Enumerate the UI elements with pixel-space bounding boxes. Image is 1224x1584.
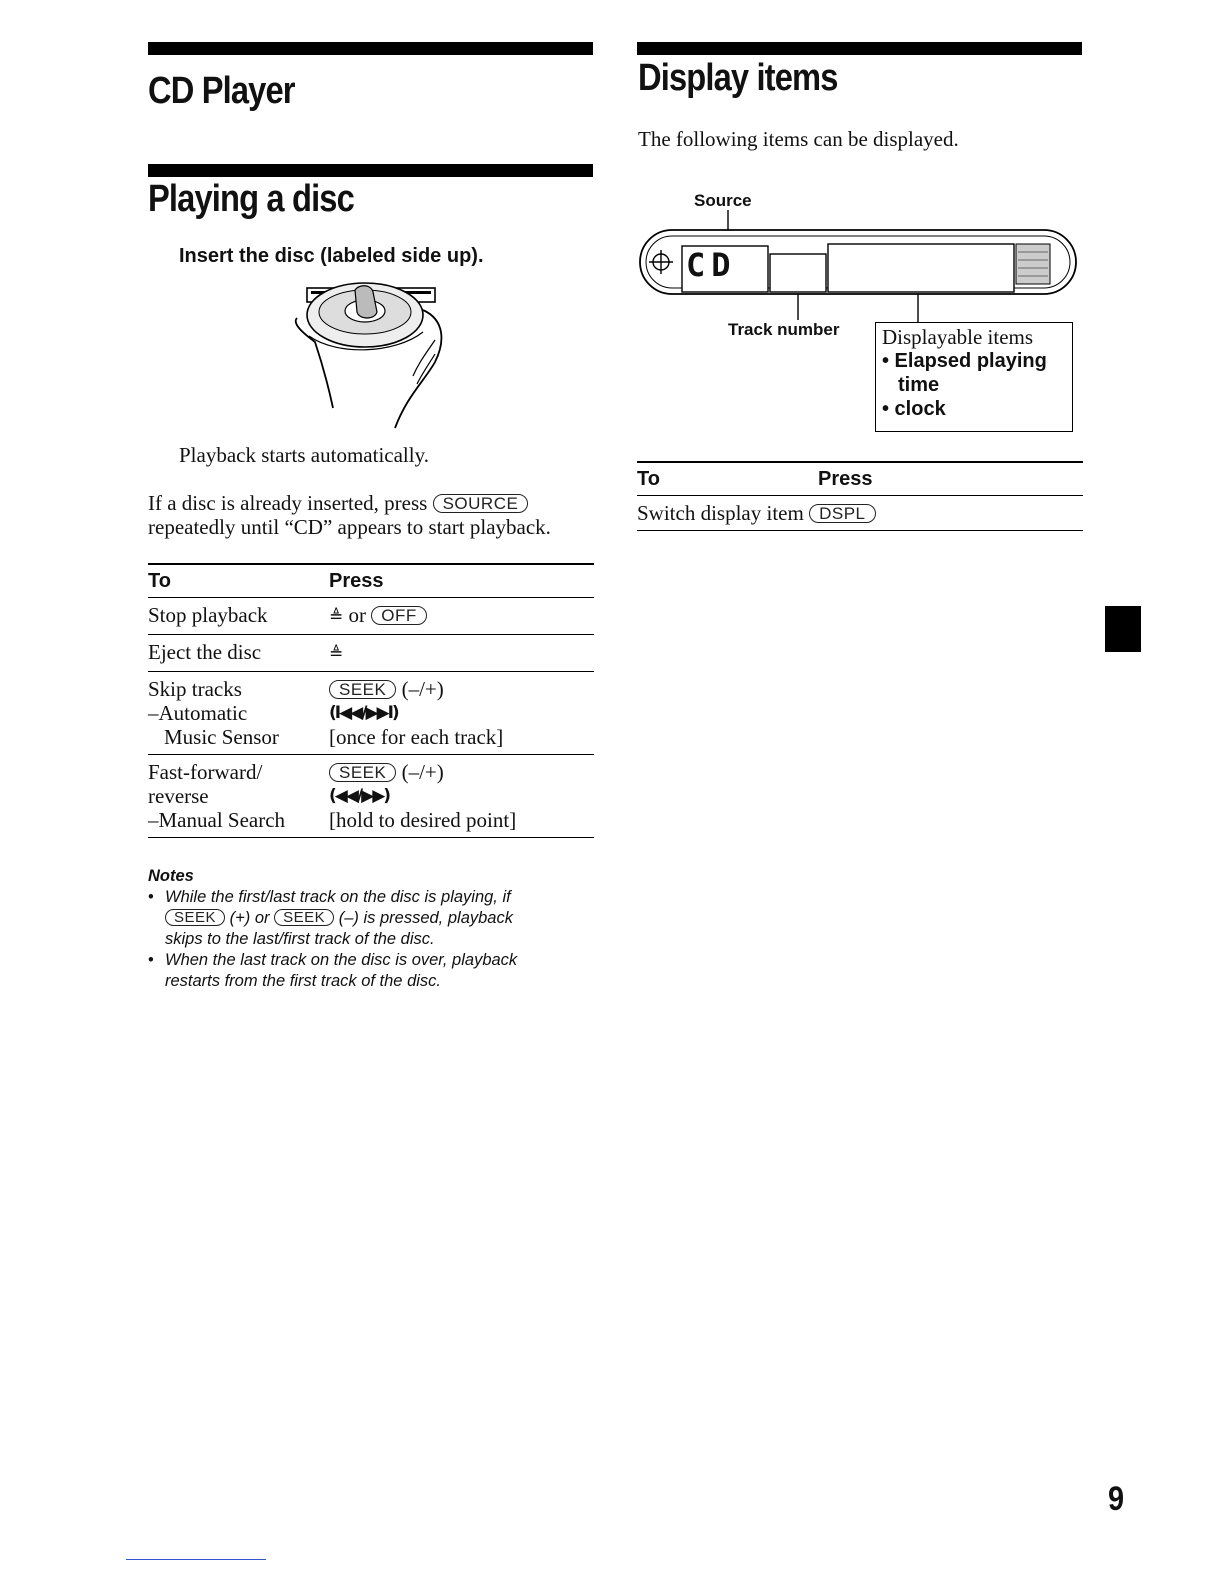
eject-icon: ≜ — [329, 607, 344, 627]
table-row-switch-display — [637, 496, 1083, 531]
section-title-playing: Playing a disc — [148, 178, 354, 220]
display-operations-table — [637, 461, 1083, 531]
seek-button[interactable]: SEEK — [329, 763, 396, 782]
row-press — [329, 635, 594, 672]
displayable-items-box — [875, 322, 1073, 432]
row-label-line: reverse — [148, 784, 209, 808]
off-button[interactable]: OFF — [371, 606, 427, 625]
row-label: Stop playback — [148, 598, 329, 635]
top-rule-left — [148, 42, 593, 55]
row-press — [329, 755, 594, 838]
dspl-button[interactable]: DSPL — [809, 504, 875, 523]
displayable-item: • clock — [882, 398, 946, 420]
displayable-item: • Elapsed playing — [882, 350, 1047, 372]
note-1-pre: While the first/last track on the disc is playing, if — [165, 888, 511, 906]
note-item: • When the last track on the disc is over, playback restarts from the first track of the disc. — [148, 950, 575, 992]
seek-direction: (–/+) — [401, 760, 444, 784]
or-text: or — [348, 603, 366, 627]
already-inserted-paragraph — [148, 491, 598, 539]
seek-button[interactable]: SEEK — [329, 680, 396, 699]
notes-block — [148, 866, 598, 992]
row-press — [329, 672, 594, 755]
section-thumb-tab — [1105, 606, 1141, 652]
table-header-row — [637, 462, 1083, 496]
column-header-to: To — [148, 564, 329, 598]
row-label-line: Skip tracks — [148, 677, 242, 701]
disc-insert-illustration — [285, 280, 455, 440]
table-row-skip-tracks — [148, 672, 594, 755]
skip-hint: [once for each track] — [329, 725, 504, 749]
footer-line — [126, 1559, 266, 1560]
note-1-mid2: (–) is pressed, playback — [338, 909, 513, 927]
top-rule-right — [637, 42, 1082, 55]
column-header-press: Press — [818, 462, 1083, 496]
section-rule-left — [148, 164, 593, 177]
display-intro-text: The following items can be displayed. — [638, 127, 959, 151]
row-label-line: Fast-forward/ — [148, 760, 263, 784]
row-label — [148, 755, 329, 838]
displayable-items-title: Displayable items — [882, 325, 1034, 349]
already-inserted-text-pre: If a disc is already inserted, press — [148, 491, 428, 515]
eject-icon: ≜ — [329, 644, 344, 664]
page-number: 9 — [1108, 1480, 1125, 1518]
row-label-line: –Manual Search — [148, 808, 286, 832]
skip-track-icons: (I◀◀/▶▶I) — [329, 703, 398, 723]
notes-title: Notes — [148, 867, 194, 885]
section-title-display-items: Display items — [638, 57, 838, 99]
table-row-eject-disc — [148, 635, 594, 672]
table-row-stop-playback — [148, 598, 594, 635]
seek-button[interactable]: SEEK — [165, 909, 225, 926]
source-label: Source — [694, 191, 752, 210]
source-button[interactable]: SOURCE — [433, 494, 529, 513]
track-number-label: Track number — [728, 320, 840, 339]
already-inserted-text-post: repeatedly until “CD” appears to start playback. — [148, 515, 551, 539]
search-hint: [hold to desired point] — [329, 808, 517, 832]
note-item — [148, 887, 598, 950]
seek-button[interactable]: SEEK — [274, 909, 334, 926]
column-header-to: To — [637, 462, 818, 496]
row-label — [148, 672, 329, 755]
playback-operations-table — [148, 563, 594, 838]
table-row-fast-forward — [148, 755, 594, 838]
playback-auto-text: Playback starts automatically. — [179, 443, 429, 467]
note-1-mid1: (+) or — [229, 909, 270, 927]
row-label: Switch display item — [637, 501, 804, 525]
row-label-line: Music Sensor — [164, 725, 279, 749]
page-title: CD Player — [148, 70, 295, 112]
row-label: Eject the disc — [148, 635, 329, 672]
displayable-item: time — [898, 374, 940, 396]
column-header-press: Press — [329, 564, 594, 598]
lcd-source-text: CD — [686, 246, 737, 284]
table-header-row — [148, 564, 594, 598]
row-press — [329, 598, 594, 635]
row-label-line: –Automatic — [148, 701, 248, 725]
note-1-post: skips to the last/first track of the disc. — [165, 930, 435, 948]
seek-direction: (–/+) — [401, 677, 444, 701]
fast-forward-rewind-icons: (◀◀/▶▶) — [329, 786, 390, 806]
instruction-text: Insert the disc (labeled side up). — [179, 245, 484, 267]
row-content — [637, 496, 1083, 531]
